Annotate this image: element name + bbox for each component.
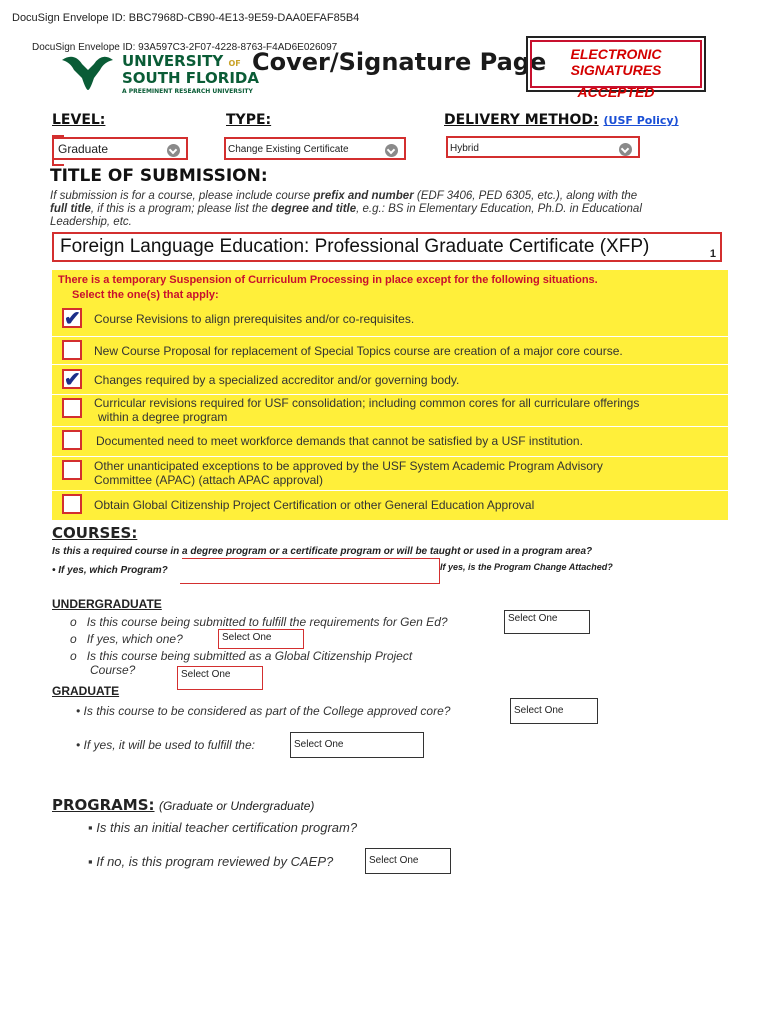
item-course-revisions: Course Revisions to align prerequisites and/or co-requisites. — [94, 312, 415, 326]
envelope-id-top: DocuSign Envelope ID: BBC7968D-CB90-4E13-9E59-DAA0EFAF85B4 — [12, 12, 360, 24]
footnote-mark: 1 — [709, 248, 716, 260]
fulfill-value: Select One — [294, 739, 344, 750]
program-change-attached: If yes, is the Program Change Attached? — [440, 562, 613, 572]
programs-q2: ▪ If no, is this program reviewed by CAEP? — [88, 854, 334, 869]
delivery-value: Hybrid — [450, 143, 479, 154]
bullet-icon: o — [70, 649, 77, 663]
programs-sub: (Graduate or Undergraduate) — [158, 799, 315, 813]
logo-of: OF — [228, 59, 241, 68]
suspension-line1: There is a temporary Suspension of Curriculum Processing in place except for the following situations. — [58, 274, 598, 286]
fulfill-select[interactable] — [290, 732, 424, 758]
instr-2: (EDF 3406, PED 6305, etc.), along with the — [413, 190, 638, 202]
which-program-text: If yes, which Program? — [58, 565, 168, 576]
chevron-down-icon — [385, 144, 398, 157]
checkbox-other-exceptions[interactable] — [62, 460, 82, 480]
programs-q2-text: If no, is this program reviewed by CAEP? — [96, 854, 334, 869]
title-input[interactable] — [52, 232, 722, 262]
usf-bull-logo-icon — [60, 52, 115, 92]
grad-q1: • Is this course to be considered as part of the College approved core? — [76, 704, 451, 718]
item-consolidation — [94, 396, 639, 424]
item-global-citizenship: Obtain Global Citizenship Project Certification or other General Education Approval — [94, 498, 535, 512]
which-one-select[interactable] — [218, 629, 304, 649]
undergraduate-heading: UNDERGRADUATE — [52, 597, 162, 611]
e-sign-line1: ELECTRONIC SIGNATURES — [570, 46, 662, 78]
check-mark-icon: ✔ — [64, 308, 81, 330]
level-label: LEVEL: — [52, 112, 106, 128]
grad-q1-text: Is this course to be considered as part of the College approved core? — [83, 704, 451, 718]
global-citizenship-value: Select One — [181, 669, 231, 680]
which-one-value: Select One — [222, 632, 272, 643]
chevron-down-icon — [167, 144, 180, 157]
gen-ed-select[interactable] — [504, 610, 590, 634]
checkbox-course-revisions[interactable] — [62, 308, 82, 328]
ug-q1 — [70, 615, 448, 629]
checkbox-consolidation[interactable] — [62, 398, 82, 418]
instr-3: , if this is a program; please list the — [90, 203, 272, 215]
delivery-label — [444, 112, 679, 128]
logo-south-florida: SOUTH FLORIDA — [122, 69, 259, 87]
caep-select[interactable] — [365, 848, 451, 874]
checkbox-workforce[interactable] — [62, 430, 82, 450]
delivery-select[interactable] — [446, 136, 640, 158]
electronic-signatures-badge — [526, 36, 706, 100]
checkbox-global-citizenship[interactable] — [62, 494, 82, 514]
item-workforce: Documented need to meet workforce demands that cannot be satisfied by a USF institution. — [96, 434, 583, 448]
instr-1: If submission is for a course, please include course — [50, 190, 314, 202]
e-sign-line2: ACCEPTED — [577, 84, 655, 100]
checkbox-new-course-proposal[interactable] — [62, 340, 82, 360]
check-mark-icon: ✔ — [64, 369, 81, 391]
page-title: Cover/Signature Page — [252, 48, 547, 76]
ug-q3-l1: Is this course being submitted as a Global Citizenship Project — [86, 649, 413, 663]
ug-q2-text: If yes, which one? — [86, 632, 183, 646]
courses-question: Is this a required course in a degree program or a certificate program or will be taught or used in a program area? — [52, 546, 593, 557]
ug-q3-l2: Course? — [90, 663, 136, 677]
usf-policy-link[interactable]: (USF Policy) — [603, 114, 679, 127]
level-value: Graduate — [58, 142, 109, 156]
logo-university: UNIVERSITY — [122, 52, 224, 70]
instr-bold-3: degree and title — [271, 203, 357, 215]
item-consolidation-l1: Curricular revisions required for USF consolidation; including common cores for all curriculare offerings — [94, 396, 640, 410]
item-other-exceptions — [94, 459, 603, 487]
instr-bold-1: prefix and number — [313, 190, 414, 202]
programs-heading-row — [52, 796, 314, 815]
programs-q1: ▪ Is this an initial teacher certification program? — [88, 820, 358, 835]
item-other-exceptions-l1: Other unanticipated exceptions to be approved by the USF System Academic Program Advisory — [94, 459, 603, 473]
programs-q1-text: Is this an initial teacher certification program? — [96, 820, 358, 835]
instr-4: , e.g.: BS in Elementary Education, Ph.D. in Educational — [356, 203, 642, 215]
envelope-id-second: DocuSign Envelope ID: 93A597C3-2F07-4228-8763-F4AD6E026097 — [32, 42, 338, 53]
caep-value: Select One — [369, 855, 419, 866]
ug-q1-text: Is this course being submitted to fulfill the requirements for Gen Ed? — [86, 615, 448, 629]
suspension-line2: Select the one(s) that apply: — [72, 289, 219, 301]
item-other-exceptions-l2: Committee (APAC) (attach APAC approval) — [94, 473, 323, 487]
item-accreditor-changes: Changes required by a specialized accreditor and/or governing body. — [94, 373, 460, 387]
college-core-value: Select One — [514, 705, 564, 716]
checkbox-accreditor-changes[interactable] — [62, 369, 82, 389]
ug-q2 — [70, 632, 183, 646]
instr-5: Leadership, etc. — [50, 216, 132, 228]
item-new-course-proposal: New Course Proposal for replacement of Special Topics course are creation of a major core course. — [94, 344, 623, 358]
global-citizenship-select[interactable] — [177, 666, 263, 690]
type-select[interactable] — [224, 137, 406, 160]
gen-ed-value: Select One — [508, 613, 558, 624]
logo-tagline: A PREEMINENT RESEARCH UNIVERSITY — [122, 88, 253, 95]
college-core-select[interactable] — [510, 698, 598, 724]
which-program-input[interactable] — [180, 558, 440, 584]
grad-q2-text: If yes, it will be used to fulfill the: — [83, 738, 255, 752]
delivery-label-text: DELIVERY METHOD: — [444, 112, 599, 128]
courses-heading: COURSES: — [52, 524, 138, 542]
grad-q2: • If yes, it will be used to fulfill the: — [76, 738, 255, 752]
bullet-icon: o — [70, 615, 77, 629]
bullet-icon: o — [70, 632, 77, 646]
item-consolidation-l2: within a degree program — [98, 410, 228, 424]
title-instructions — [50, 190, 730, 229]
title-of-submission-heading: TITLE OF SUBMISSION: — [50, 166, 268, 186]
graduate-heading: GRADUATE — [52, 684, 120, 698]
title-value: Foreign Language Education: Professional Graduate Certificate (XFP) — [60, 236, 650, 257]
which-program-label: • If yes, which Program? — [52, 565, 168, 576]
type-label: TYPE: — [226, 112, 272, 128]
level-select[interactable] — [52, 137, 188, 160]
programs-heading: PROGRAMS: — [52, 796, 155, 814]
instr-bold-2: full title — [50, 203, 91, 215]
type-value: Change Existing Certificate — [228, 144, 349, 155]
chevron-down-icon — [619, 143, 632, 156]
